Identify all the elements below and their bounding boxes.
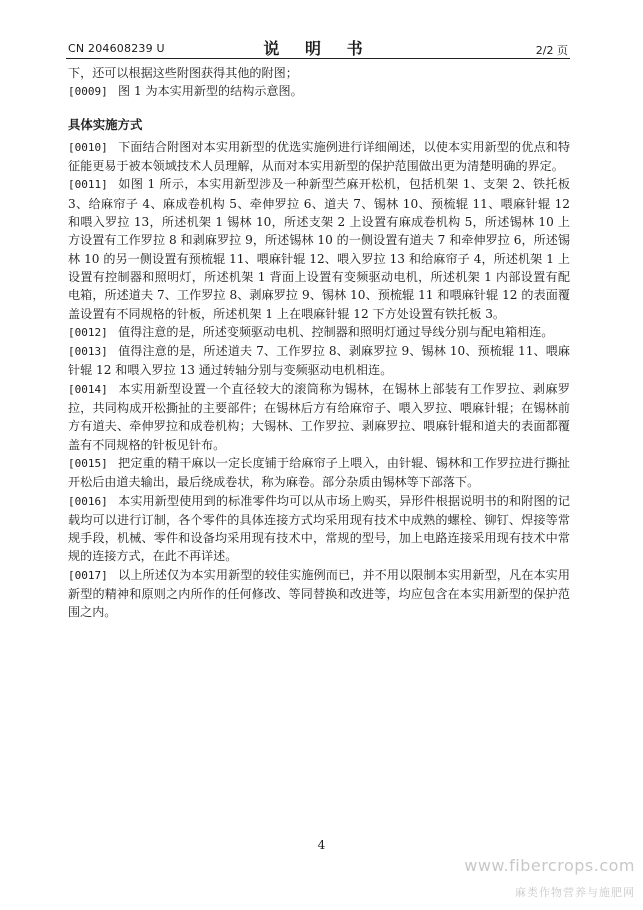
paragraph-text: 图 1 为本实用新型的结构示意图。 <box>118 84 303 99</box>
paragraph-0014 <box>68 380 570 454</box>
watermark-site-name: 麻类作物营养与施肥网 <box>515 886 635 899</box>
paragraph-text: 如图 1 所示，本实用新型涉及一种新型苎麻开松机，包括机架 1、支架 2、铁托板 3、给麻帘子 4、麻成卷机构 5、牵伸罗拉 6、道夫 7、锡林 10、预梳辊 11、喂麻针辊 12 和喂入罗拉 13，所述机架 1 锡林 10，所述支架 2 上设置有麻成卷机构 5，所述锡林 10 上方设置有工作罗拉 8 和剥麻罗拉 9，所述锡林 10 的一侧设置有道夫 7 和牵伸罗拉 6，所述锡林 10 的另一侧设置有预梳辊 11、喂麻针辊 12、喂入罗拉 13 和给麻帘子 4，所述机架 1 上设置有控制器和照明灯，所述机架 1 背面上设置有变频驱动电机，所述机架 1 内部设置有配电箱，所述道夫 7、工作罗拉 8、剥麻罗拉 9、锡林 10、预梳辊 11 和喂麻针辊 12 的表面覆盖设置有不同规格的针板，所述机架 1 上在喂麻针辊 12 下方处设置有铁托板 3。 <box>68 177 570 321</box>
paragraph-number: [0017] <box>68 568 108 582</box>
paragraph-number: [0010] <box>68 140 108 154</box>
intro-line: 下，还可以根据这些附图获得其他的附图； <box>68 66 298 80</box>
paragraph-0016 <box>68 492 570 566</box>
paragraph-0013 <box>68 342 570 380</box>
paragraph-number: [0016] <box>68 494 108 508</box>
paragraph-number: [0013] <box>68 345 108 359</box>
document-body <box>68 64 570 622</box>
section-heading: 具体实施方式 <box>68 116 143 132</box>
page-number: 4 <box>317 838 326 852</box>
patent-number: CN 204608239 U <box>68 42 165 55</box>
paragraph-number: [0014] <box>68 382 108 396</box>
paragraph-number: [0012] <box>68 325 108 339</box>
paragraph-text: 下面结合附图对本实用新型的优选实施例进行详细阐述，以使本实用新型的优点和特征能更易于被本领域技术人员理解，从而对本实用新型的保护范围做出更为清楚明确的界定。 <box>68 139 570 174</box>
document-title: 说 明 书 <box>263 39 373 58</box>
paragraph-text: 把定重的精干麻以一定长度铺于给麻帘子上喂入，由针辊、锡林和工作罗拉进行撕扯开松后由道夫输出，最后绕成卷状，称为麻卷。部分杂质由锡林等下部落下。 <box>68 455 570 490</box>
paragraph-text: 以上所述仅为本实用新型的较佳实施例而已，并不用以限制本实用新型，凡在本实用新型的精神和原则之内所作的任何修改、等同替换和改进等，均应包含在本实用新型的保护范围之内。 <box>68 567 570 620</box>
paragraph-text: 值得注意的是，所述变频驱动电机、控制器和照明灯通过导线分别与配电箱相连。 <box>118 324 554 339</box>
page-indicator: 2/2 页 <box>535 44 568 57</box>
paragraph-text: 本实用新型设置一个直径较大的滚筒称为锡林，在锡林上部装有工作罗拉、剥麻罗拉，共同构成开松撕扯的主要部件；在锡林后方有给麻帘子、喂入罗拉、喂麻针辊；在锡林前方有道夫、牵伸罗拉和成卷机构；大锡林、工作罗拉、剥麻罗拉、喂麻针辊和道夫的表面都覆盖有不同规格的针板见针布。 <box>68 381 570 452</box>
paragraph-0010 <box>68 138 570 176</box>
paragraph-text: 值得注意的是，所述道夫 7、工作罗拉 8、剥麻罗拉 9、锡林 10、预梳辊 11、喂麻针辊 12 和喂入罗拉 13 通过转轴分别与变频驱动电机相连。 <box>68 344 570 378</box>
paragraph-number: [0011] <box>68 178 108 192</box>
paragraph-0011 <box>68 175 570 322</box>
paragraph-text: 本实用新型使用到的标准零件均可以从市场上购买，异形件根据说明书的和附图的记载均可以进行订制，各个零件的具体连接方式均采用现有技术中成熟的螺栓、铆钉、焊接等常规手段，机械、零件和设备均采用现有技术中，常规的型号，加上电路连接采用现有技术中常规的连接方式，在此不再详述。 <box>68 493 570 564</box>
paragraph-0015 <box>68 454 570 492</box>
paragraph-number: [0015] <box>68 456 108 470</box>
document-header <box>66 36 570 59</box>
paragraph-0017 <box>68 566 570 622</box>
paragraph-0009 <box>68 82 570 101</box>
paragraph-0012 <box>68 323 570 342</box>
watermark-url: www.fibercrops.com <box>464 856 635 875</box>
paragraph-number: [0009] <box>68 85 108 99</box>
